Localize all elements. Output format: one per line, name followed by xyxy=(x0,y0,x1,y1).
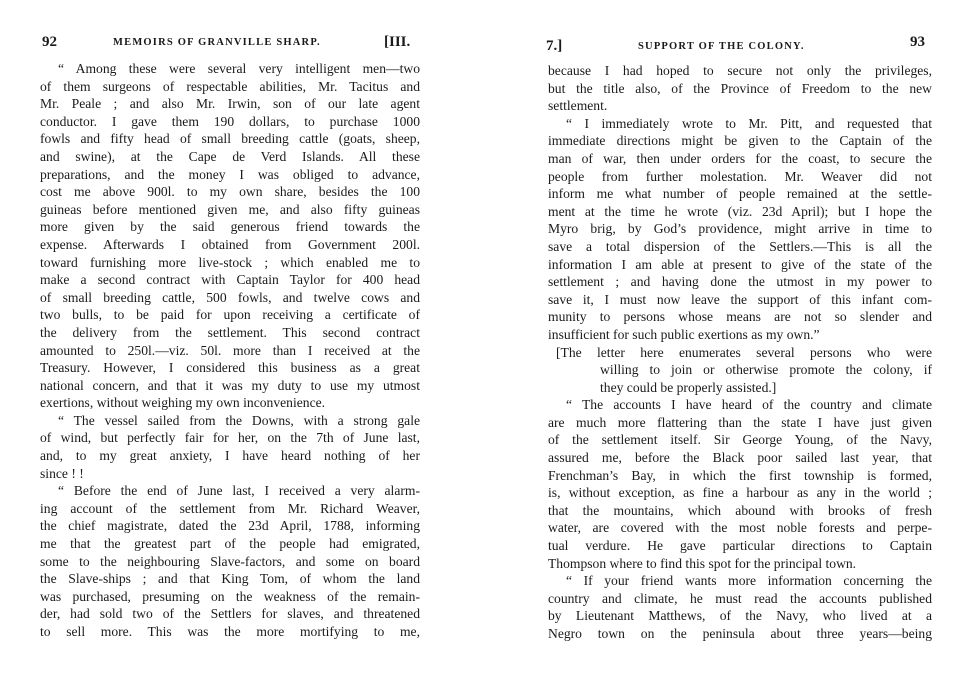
text-line: information I am able at present to give of the state of the xyxy=(548,256,932,272)
text-line: conductor. I gave them 190 dollars, to purchase 1000 xyxy=(40,113,420,129)
text-line: ing account of the settlement from Mr. Richard Weaver, xyxy=(40,500,420,516)
text-line: Frenchman’s Bay, in which the first township is formed, xyxy=(548,467,932,483)
text-line: assured me, before the Black poor sailed last year, that xyxy=(548,450,932,466)
left-page-text xyxy=(40,60,420,641)
text-line: the Slave-ships ; and that King Tom, of whom the land xyxy=(40,571,420,587)
text-line: of them surgeons of respectable abilities, Mr. Tacitus and xyxy=(40,78,420,94)
text-line: “ The vessel sailed from the Downs, with a strong gale xyxy=(58,412,420,428)
text-line: willing to join or otherwise promote the colony, if xyxy=(600,362,932,378)
text-line: preparations, and the money I was obliged to advance, xyxy=(40,166,420,182)
text-line: ment at the time he wrote (viz. 23d April); but I hope the xyxy=(548,203,932,219)
text-line: expense. Afterwards I obtained from Government 200l. xyxy=(40,236,420,252)
right-page-text xyxy=(548,62,932,643)
text-line: Thompson where to find this spot for the principal town. xyxy=(548,555,857,571)
text-line: toward furnishing more live-stock ; which enabled me to xyxy=(40,254,420,270)
text-line: by Lieutenant Matthews, of the Navy, who lived at a xyxy=(548,608,932,624)
text-line: settlement. xyxy=(548,98,608,114)
text-line: fowls and fifty head of small breeding cattle (goats, sheep, xyxy=(40,131,420,147)
text-line: make a second contract with Captain Taylor for 400 head xyxy=(40,272,420,288)
text-line: that the mountains, which abound with brooks of fresh xyxy=(548,502,932,518)
text-line: because I had hoped to secure not only the privileges, xyxy=(548,63,932,78)
text-line: man of war, then under orders for the coast, to secure the xyxy=(548,150,932,166)
text-line: “ If your friend wants more information concerning the xyxy=(566,573,932,589)
text-line: “ The accounts I have heard of the country and climate xyxy=(566,397,932,413)
text-line: was purchased, presuming on the weakness of the remain- xyxy=(40,588,420,604)
text-line: and, to my great anxiety, I have heard nothing of her xyxy=(40,448,420,464)
text-line: but the title also, of the Province of Freedom to the new xyxy=(548,80,932,96)
text-line: Mr. Peale ; and also Mr. Irwin, son of our late agent xyxy=(40,96,420,112)
chapter-mark: [III. xyxy=(384,34,411,50)
text-line: and swine), at the Cape de Verd Islands. All these xyxy=(40,148,420,164)
page-number: 93 xyxy=(910,34,925,50)
running-head: SUPPORT OF THE COLONY. xyxy=(638,41,805,52)
text-line: Treasury. However, I considered this business as a great xyxy=(40,360,420,376)
text-line: of the settlement itself. Sir George Young, of the Navy, xyxy=(548,432,932,448)
text-line: is, without exception, as fine a harbour as any in the world ; xyxy=(548,485,932,501)
text-line: water, are covered with the most noble forests and perpe- xyxy=(548,520,932,536)
text-line: insufficient for such public exertions as my own.” xyxy=(548,326,820,342)
text-line: inform me what number of people remained at the settle- xyxy=(548,186,932,202)
text-line: tual verdure. He gave particular directions to Captain xyxy=(548,538,932,554)
text-line: are much more flattering than the state I have just given xyxy=(548,414,932,430)
text-line: cost me above 900l. to my own share, besides the 100 xyxy=(40,184,420,200)
text-line: the delivery from the settlement. This second contract xyxy=(40,324,420,340)
text-line: immediate directions might be given to the Captain of the xyxy=(548,133,932,149)
text-line: the chief magistrate, dated the 23d April, 1788, informing xyxy=(40,518,420,534)
text-line: since ! ! xyxy=(40,465,84,481)
text-line: amounted to 250l.—viz. 50l. more than I received at the xyxy=(40,342,420,358)
text-line: “ Before the end of June last, I received a very alarm- xyxy=(58,483,420,499)
running-head: MEMOIRS OF GRANVILLE SHARP. xyxy=(113,37,321,48)
text-line: people from further molestation. Mr. Weaver did not xyxy=(548,168,932,184)
text-line: me that the greatest part of the people had emigrated, xyxy=(40,536,420,552)
text-line: settlement ; and having done the utmost in my power to xyxy=(548,274,932,290)
right-page xyxy=(490,0,980,678)
text-line: der, had sold two of the Settlers for slaves, and threatened xyxy=(40,606,420,622)
text-line: “ I immediately wrote to Mr. Pitt, and requested that xyxy=(566,115,932,131)
text-line: Negro town on the peninsula about three years—being xyxy=(548,626,932,641)
text-line: save a total dispersion of the Settlers.—This is all the xyxy=(548,238,932,254)
text-line: they could be properly assisted.] xyxy=(600,379,777,395)
text-line: exertions, without weighing my own inconvenience. xyxy=(40,395,326,411)
text-line: Myro brig, by God’s providence, might arrive in time to xyxy=(548,221,932,237)
text-line: to sell more. This was the more mortifying to me, xyxy=(40,624,420,639)
text-line: two bulls, to be paid for upon receiving a certificate of xyxy=(40,307,420,323)
text-line: of small breeding cattle, 500 fowls, and twelve cows and xyxy=(40,289,420,305)
text-line: guineas before mentioned given me, and also fifty guineas xyxy=(40,201,420,217)
text-line: country and climate, he must read the accounts published xyxy=(548,590,932,606)
text-line: of wind, but perfectly fair for her, on the 7th of June last, xyxy=(40,430,420,446)
page-number: 92 xyxy=(42,34,57,50)
text-line: national concern, and that it was my duty to use my utmost xyxy=(40,377,420,393)
chapter-mark: 7.] xyxy=(546,38,563,54)
text-line: save it, I must now leave the support of this infant com- xyxy=(548,291,932,307)
text-line: munity to persons whose means are not so slender and xyxy=(548,309,932,325)
text-line: [The letter here enumerates several persons who were xyxy=(556,344,932,360)
text-line: more given by the said generous friend towards the xyxy=(40,219,420,235)
text-line: some to the neighbouring Slave-factors, and some on board xyxy=(40,553,420,569)
text-line: “ Among these were several very intelligent men—two xyxy=(58,61,420,76)
